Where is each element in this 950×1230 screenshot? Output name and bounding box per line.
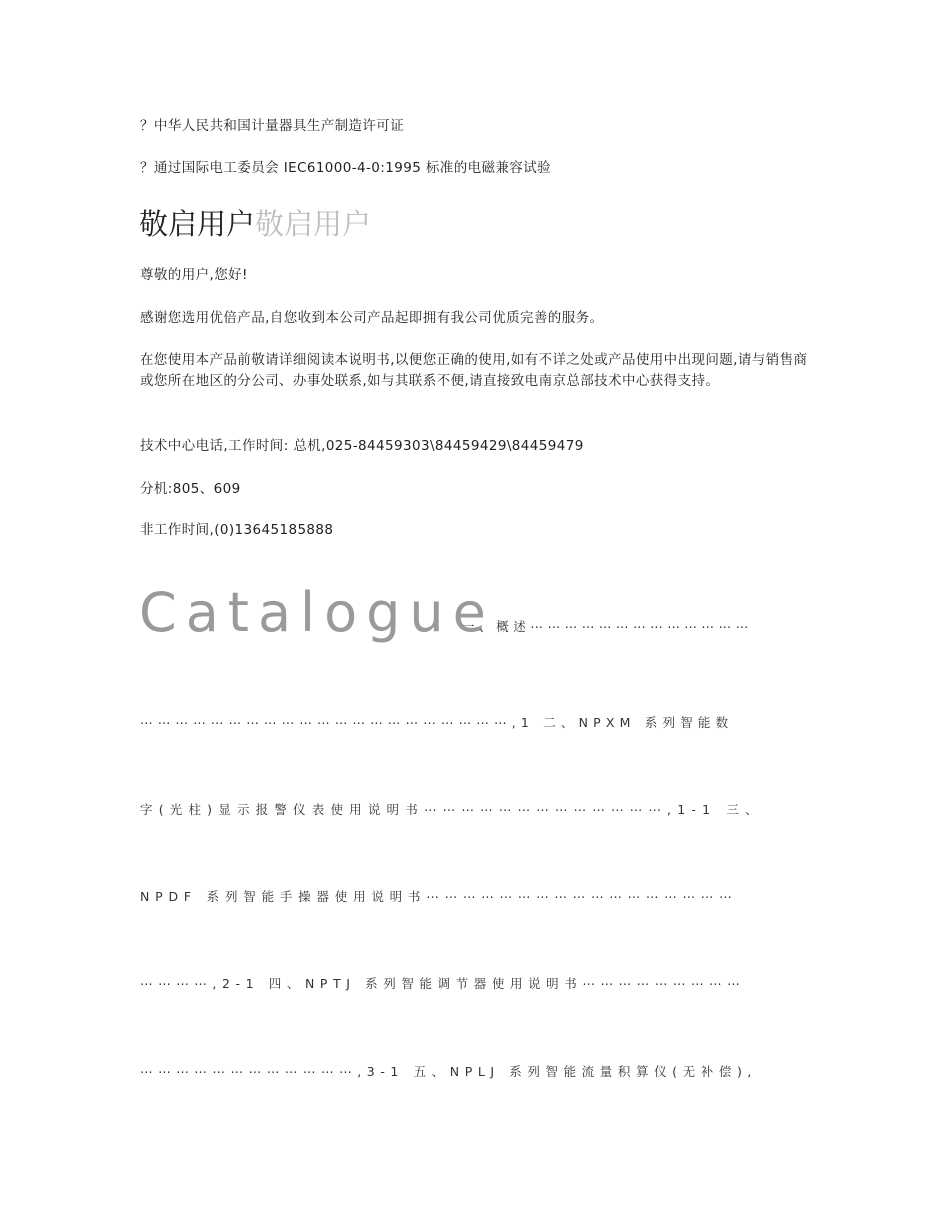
notice-title: 敬启用户 <box>139 207 256 241</box>
toc-line: ⋯⋯⋯⋯⋯⋯⋯⋯⋯⋯⋯⋯⋯⋯⋯⋯⋯⋯⋯⋯⋯,1 二、NPXM 系列智能数 <box>140 715 734 730</box>
toc-line: NPDF 系列智能手操器使用说明书⋯⋯⋯⋯⋯⋯⋯⋯⋯⋯⋯⋯⋯⋯⋯⋯⋯ <box>140 889 738 904</box>
greeting: 尊敬的用户,您好! <box>140 267 248 283</box>
notice-title-ghost: 敬启用户 <box>255 207 372 241</box>
extension-line: 分机:805、609 <box>140 481 241 497</box>
catalogue-title: Catalogue <box>139 581 495 644</box>
thanks-paragraph: 感谢您选用优倍产品,自您收到本公司产品起即拥有我公司优质完善的服务。 <box>140 310 604 326</box>
toc-line: ⋯⋯⋯⋯⋯⋯⋯⋯⋯⋯⋯⋯,3-1 五、NPLJ 系列智能流量积算仪(无补偿), <box>140 1064 758 1079</box>
certification-line: ？中华人民共和国计量器具生产制造许可证 <box>140 118 405 134</box>
notice-heading <box>139 204 371 244</box>
phone-line: 技术中心电话,工作时间: 总机,025-84459303\84459429\84459479 <box>140 438 584 454</box>
toc-line: 一、概述⋯⋯⋯⋯⋯⋯⋯⋯⋯⋯⋯⋯⋯ <box>462 619 753 634</box>
after-hours-line: 非工作时间,(0)13645185888 <box>140 522 334 538</box>
certification-line: ？通过国际电工委员会 IEC61000-4-0:1995 标准的电磁兼容试验 <box>140 160 551 176</box>
instructions-paragraph: 在您使用本产品前敬请详细阅读本说明书,以便您正确的使用,如有不详之处或产品使用中出现问题,请与销售商或您所在地区的分公司、办事处联系,如与其联系不便,请直接致电南京总部技术中心获得支持。 <box>140 352 808 389</box>
toc-line: 字(光柱)显示报警仪表使用说明书⋯⋯⋯⋯⋯⋯⋯⋯⋯⋯⋯⋯⋯,1-1 三、 <box>140 802 764 817</box>
toc-line: ⋯⋯⋯⋯,2-1 四、NPTJ 系列智能调节器使用说明书⋯⋯⋯⋯⋯⋯⋯⋯⋯ <box>140 976 746 991</box>
